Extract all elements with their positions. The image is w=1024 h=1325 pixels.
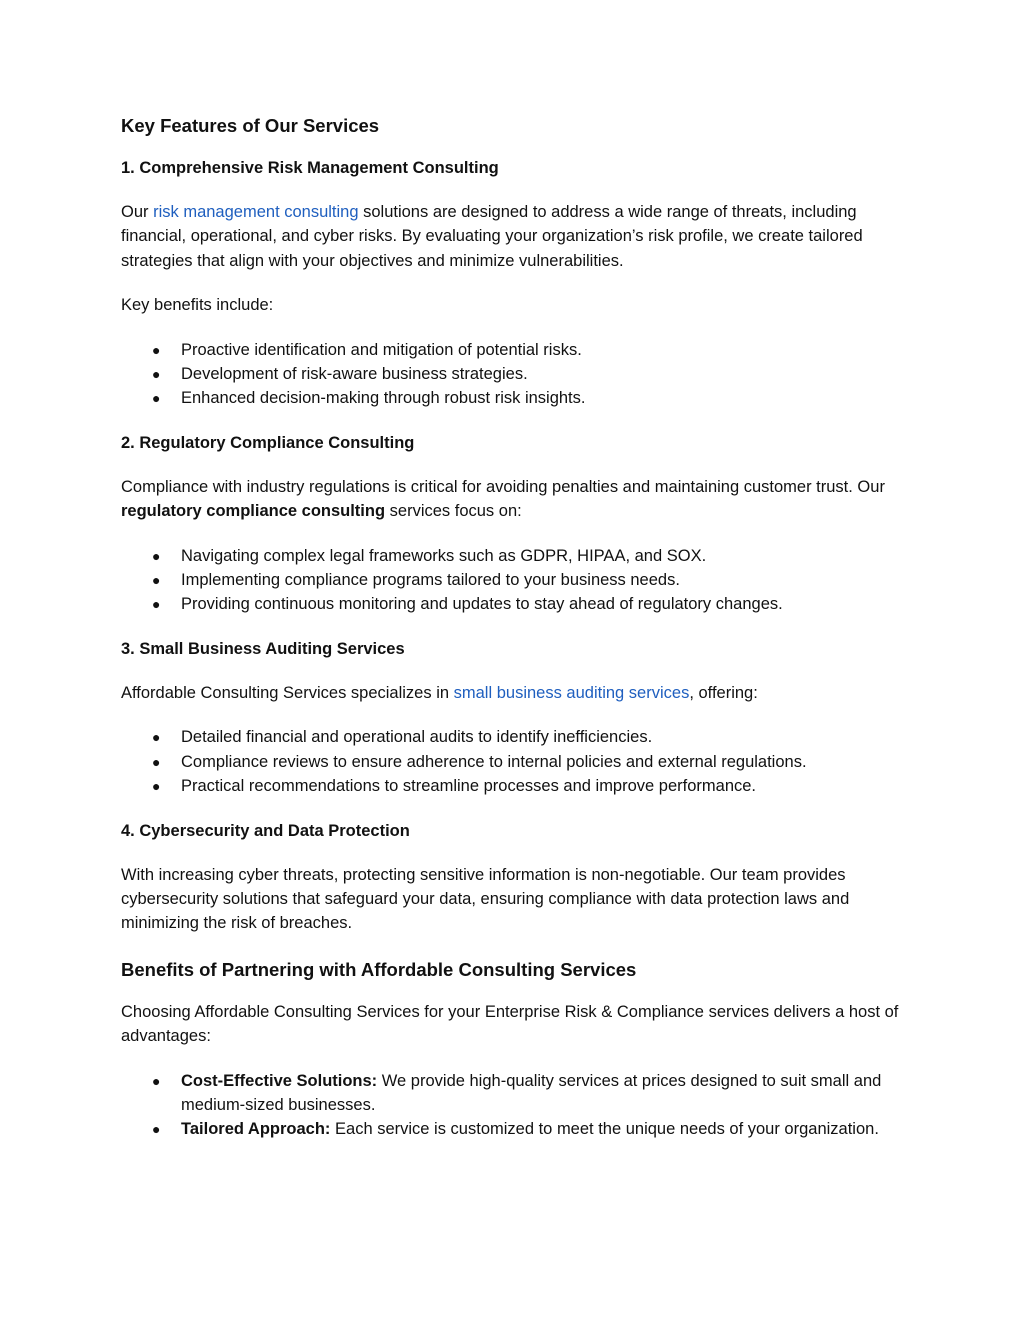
bullet-icon: ● <box>152 1121 161 1138</box>
text-segment: Our <box>121 203 154 221</box>
list-item-text: Enhanced decision-making through robust risk insights. <box>181 389 586 408</box>
section-heading-benefits: Benefits of Partnering with Affordable Consulting Services <box>121 958 637 980</box>
text-segment: Affordable Consulting Services specializes in <box>121 683 454 702</box>
list-item-text: Navigating complex legal frameworks such as GDPR, HIPAA, and SOX. <box>181 546 707 565</box>
list-item <box>121 774 911 798</box>
section-heading-key-features: Key Features of Our Services <box>121 115 380 136</box>
subheading-regulatory-compliance: 2. Regulatory Compliance Consulting <box>121 433 415 452</box>
bullet-icon: ● <box>152 753 161 770</box>
bullet-icon: ● <box>152 366 161 383</box>
text-segment: solutions are designed to address a wide range of threats, including financial, operational, and cyber risks. By evaluating your organization’s risk profile, we create tailored strategies that align with your objectives and minimize vulnerabilities. <box>121 203 863 270</box>
bullet-icon: ● <box>152 729 161 746</box>
list-item-text: Providing continuous monitoring and updates to stay ahead of regulatory changes. <box>181 595 783 614</box>
list-item <box>121 568 911 592</box>
list-item <box>121 750 911 774</box>
paragraph-regulatory-compliance <box>121 475 911 524</box>
list-item-text: Detailed financial and operational audits to identify inefficiencies. <box>181 728 653 747</box>
bullet-icon: ● <box>152 1072 161 1089</box>
bullet-list-auditing-offerings <box>121 725 911 798</box>
subheading-cybersecurity: 4. Cybersecurity and Data Protection <box>121 821 410 840</box>
bullet-icon: ● <box>152 390 161 407</box>
list-item <box>121 362 911 386</box>
text-segment: Compliance with industry regulations is critical for avoiding penalties and maintaining customer trust. Our <box>121 477 885 496</box>
list-item <box>121 386 911 410</box>
bold-text-regulatory-compliance: regulatory compliance consulting <box>121 502 386 521</box>
bullet-icon: ● <box>152 341 161 358</box>
paragraph-benefits-intro: Choosing Affordable Consulting Services for your Enterprise Risk & Compliance services delivers a host of advantages: <box>121 1002 899 1046</box>
bullet-icon: ● <box>152 778 161 795</box>
subheading-small-business-auditing: 3. Small Business Auditing Services <box>121 639 405 658</box>
text-segment: , offering: <box>689 683 758 702</box>
list-item <box>121 725 911 749</box>
list-item-text: Proactive identification and mitigation of potential risks. <box>181 340 582 359</box>
paragraph-risk-management <box>121 200 911 273</box>
list-item <box>121 338 911 362</box>
list-item-bold-label: Cost-Effective Solutions: <box>181 1071 378 1090</box>
list-item-text: Development of risk-aware business strategies. <box>181 365 528 384</box>
list-item-text: Practical recommendations to streamline processes and improve performance. <box>181 777 757 796</box>
bullet-icon: ● <box>152 596 161 613</box>
paragraph-small-business-auditing <box>121 681 911 705</box>
list-item <box>121 592 911 616</box>
list-item-text: We provide high-quality services at prices designed to suit small and medium-sized businesses. <box>181 1071 882 1114</box>
list-item-text: Implementing compliance programs tailored to your business needs. <box>181 571 680 590</box>
paragraph-key-benefits-intro: Key benefits include: <box>121 296 274 315</box>
link-risk-management-consulting[interactable]: risk management consulting <box>153 203 359 221</box>
subheading-risk-management: 1. Comprehensive Risk Management Consulting <box>121 159 499 177</box>
bullet-list-risk-benefits <box>121 338 911 411</box>
bullet-list-partnering-benefits <box>121 1069 911 1142</box>
bullet-icon: ● <box>152 547 161 564</box>
list-item <box>121 1069 911 1118</box>
list-item <box>121 544 911 568</box>
list-item <box>121 1117 911 1141</box>
text-segment: services focus on: <box>385 502 522 521</box>
bullet-list-compliance-focus <box>121 544 911 617</box>
link-small-business-auditing-services[interactable]: small business auditing services <box>453 683 690 702</box>
list-item-text: Each service is customized to meet the unique needs of your organization. <box>330 1120 879 1139</box>
list-item-text: Compliance reviews to ensure adherence to internal policies and external regulations. <box>181 752 807 771</box>
paragraph-cybersecurity: With increasing cyber threats, protecting sensitive information is non-negotiable. Our team provides cybersecurity solutions that safeguard your data, ensuring compliance with data protection laws and minimizing the risk of breaches. <box>121 865 850 933</box>
list-item-bold-label: Tailored Approach: <box>181 1120 331 1139</box>
bullet-icon: ● <box>152 572 161 589</box>
document-page <box>121 112 911 1162</box>
